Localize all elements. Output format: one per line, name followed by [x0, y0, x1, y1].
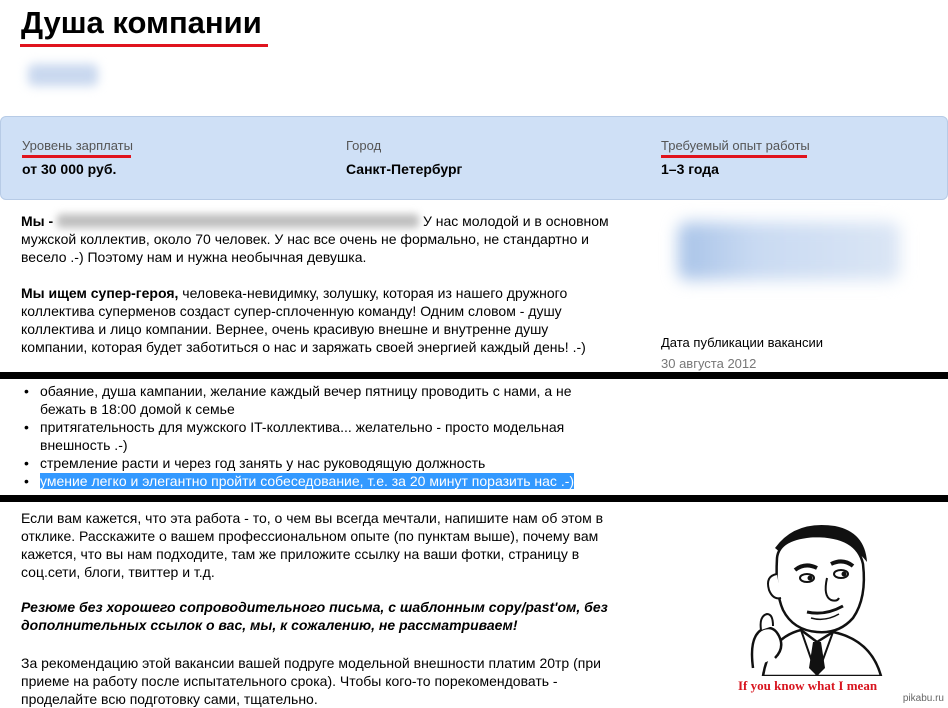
- salary-label: Уровень зарплаты: [22, 138, 133, 153]
- published-label: Дата публикации вакансии: [661, 335, 823, 350]
- black-bar-bottom: [0, 495, 948, 502]
- referral-paragraph: За рекомендацию этой вакансии вашей подруге модельной внешности платим 20тр (при приеме на работу после испытательного срока). Чтобы кого-то порекомендовать - проделайте всю подготовку сами, тщательно.: [21, 655, 601, 707]
- vacancy-info-panel: [0, 116, 948, 200]
- bullet-icon: •: [24, 455, 29, 471]
- experience-block: [661, 138, 810, 178]
- list-item: • стремление расти и через год занять у нас руководящую должность: [24, 455, 486, 471]
- intro-rest: основном мужской коллектив, около 70 человек. У нас все очень не формально, не стандартно и весело .-) Поэтому нам и нужна необычная девушка.: [21, 213, 609, 265]
- bullet-icon: •: [24, 419, 29, 435]
- company-link-blurred[interactable]: [28, 64, 98, 86]
- warning-paragraph: Резюме без хорошего сопроводительного письма, с шаблонным copy/past'ом, без дополнительных ссылок о вас, мы, к сожалению, не рассматриваем!: [21, 599, 608, 633]
- selected-text[interactable]: умение легко и элегантно пройти собеседование, т.е. за 20 минут поразить нас .-): [40, 473, 575, 489]
- bullet-icon: •: [24, 473, 29, 489]
- experience-value: 1–3 года: [661, 161, 719, 177]
- seeking-paragraph: [21, 284, 611, 356]
- requirements-list: [20, 382, 600, 490]
- seeking-text: человека-невидимку, золушку, которая из нашего дружного коллектива суперменов создаст супер-сплоченную команду! Одним словом - душу коллектива и лицо компании. Вернее, очень красивую внешне и внутренне душу компании, которая будет заботиться о нас и заряжать своей энергией каждый день! .-): [21, 285, 586, 355]
- seeking-bold: Мы ищем супер-героя,: [21, 285, 179, 301]
- bullet-icon: •: [24, 383, 29, 399]
- city-value: Санкт-Петербург: [346, 161, 463, 177]
- apply-paragraph: Если вам кажется, что эта работа - то, о чем вы всегда мечтали, напишите нам об этом в отклике. Расскажите о вашем профессиональном опыте (по пунктам выше), почему вам кажется, что вы нам подходите, там же приложите ссылку на ваши фотки, страницу в соц.сети, блоги, твиттер и т.д.: [21, 510, 604, 580]
- intro-lead: Мы -: [21, 213, 58, 229]
- experience-label: Требуемый опыт работы: [661, 138, 810, 153]
- list-item: • притягательность для мужского IT-коллектива... желательно - просто модельная внешность .-): [24, 419, 565, 453]
- published-date: 30 августа 2012: [661, 356, 757, 371]
- intro-rest-line1: У нас молодой и в: [419, 213, 542, 229]
- city-label: Город: [346, 138, 382, 153]
- list-item: • обаяние, душа кампании, желание каждый вечер пятницу проводить с нами, а не бежать в 18:00 домой к семье: [24, 383, 572, 417]
- list-item-highlighted: [20, 472, 600, 490]
- company-logo-blurred: [678, 222, 900, 280]
- watermark: pikabu.ru: [902, 693, 944, 704]
- title-red-underline: [20, 44, 268, 47]
- city-block: [346, 138, 462, 178]
- company-name-blurred: [57, 214, 419, 228]
- black-bar-top: [0, 372, 948, 379]
- intro-paragraph: [21, 212, 611, 266]
- salary-value: от 30 000 руб.: [22, 161, 117, 177]
- page-title: Душа компании: [21, 5, 262, 40]
- salary-red-underline: [22, 155, 131, 158]
- meme-face-illustration: [735, 518, 907, 676]
- experience-red-underline: [661, 155, 807, 158]
- salary-block: [22, 138, 133, 178]
- meme-caption: If you know what I mean: [738, 678, 878, 693]
